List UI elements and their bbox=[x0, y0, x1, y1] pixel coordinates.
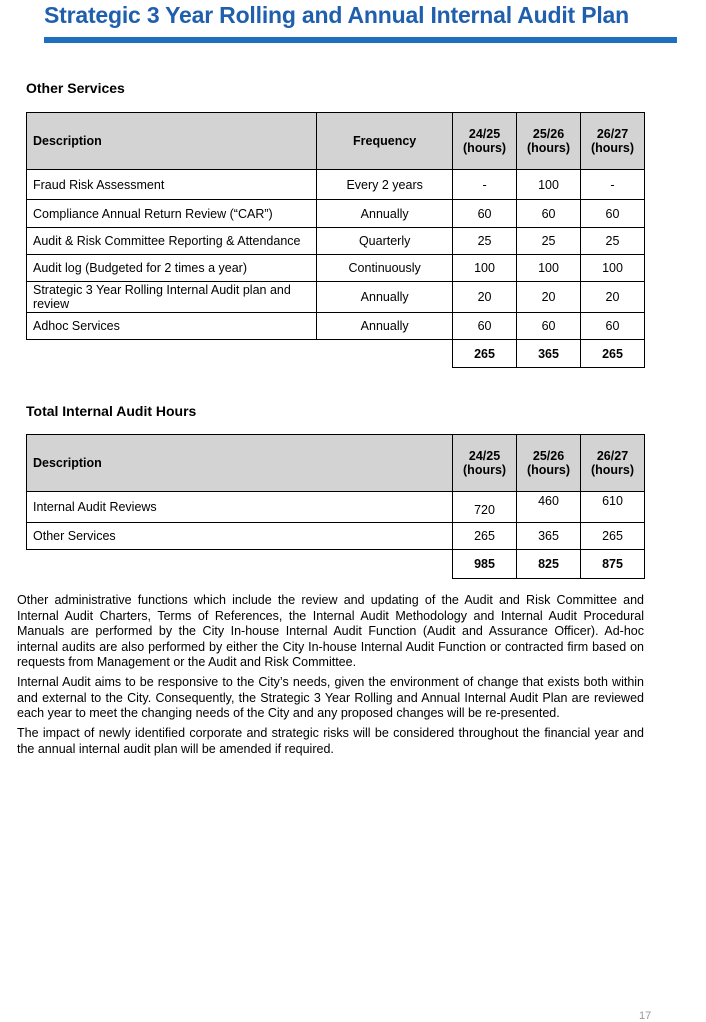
empty-cell bbox=[27, 550, 453, 579]
cell-description: Internal Audit Reviews bbox=[27, 492, 453, 523]
cell-2526: 60 bbox=[517, 313, 581, 340]
cell-frequency: Quarterly bbox=[317, 228, 453, 255]
paragraph-responsiveness: Internal Audit aims to be responsive to the City’s needs, given the environment of change that exists both within and external to the City. Consequently, the Strategic 3 Year Rolling and Annual Internal Audit Plan are reviewed each year to meet the changing needs of the City and any proposed changes will be re-presented. bbox=[17, 675, 644, 720]
empty-cell bbox=[317, 340, 453, 368]
cell-description: Strategic 3 Year Rolling Internal Audit plan and review bbox=[27, 282, 317, 313]
cell-2526: 20 bbox=[517, 282, 581, 313]
cell-2627: 610 bbox=[581, 492, 645, 523]
paragraph-admin-functions: Other administrative functions which include the review and updating of the Audit and Risk Committee and Internal Audit Charters, Terms of References, the Internal Audit Methodology and Internal Audit Procedural Manuals are performed by the City In-house Internal Audit Function (Audit and Assurance Officer). Ad-hoc internal audits are also performed by either the City In-house Internal Audit Function or contracted firm based on requests from Management or the Audit and Risk Committee. bbox=[17, 593, 644, 669]
table-row bbox=[27, 313, 645, 340]
cell-frequency: Annually bbox=[317, 282, 453, 313]
cell-2627: - bbox=[581, 170, 645, 200]
empty-cell bbox=[27, 340, 317, 368]
total-2627: 265 bbox=[581, 340, 645, 368]
total-2526: 825 bbox=[517, 550, 581, 579]
cell-2627: 25 bbox=[581, 228, 645, 255]
cell-2627: 20 bbox=[581, 282, 645, 313]
cell-description: Audit & Risk Committee Reporting & Attendance bbox=[27, 228, 317, 255]
cell-2627: 100 bbox=[581, 255, 645, 282]
total-2425: 985 bbox=[453, 550, 517, 579]
table-header-row bbox=[27, 113, 645, 170]
other-services-heading: Other Services bbox=[26, 80, 125, 96]
cell-2425: 20 bbox=[453, 282, 517, 313]
table-row bbox=[27, 228, 645, 255]
cell-description: Other Services bbox=[27, 523, 453, 550]
cell-description: Compliance Annual Return Review (“CAR”) bbox=[27, 200, 317, 228]
cell-2526: 460 bbox=[517, 492, 581, 523]
paragraph-risk-impact: The impact of newly identified corporate and strategic risks will be considered throughout the financial year and the annual internal audit plan will be amended if required. bbox=[17, 726, 644, 756]
cell-2627: 265 bbox=[581, 523, 645, 550]
cell-2425: 265 bbox=[453, 523, 517, 550]
column-header-2627: 26/27 (hours) bbox=[581, 113, 645, 170]
cell-frequency: Annually bbox=[317, 313, 453, 340]
cell-frequency: Annually bbox=[317, 200, 453, 228]
column-header-2526: 25/26 (hours) bbox=[517, 113, 581, 170]
table-row bbox=[27, 255, 645, 282]
cell-2526: 100 bbox=[517, 170, 581, 200]
table-row bbox=[27, 282, 645, 313]
table-row bbox=[27, 200, 645, 228]
total-2425: 265 bbox=[453, 340, 517, 368]
column-header-2627: 26/27 (hours) bbox=[581, 435, 645, 492]
cell-2526: 365 bbox=[517, 523, 581, 550]
table-header-row bbox=[27, 435, 645, 492]
cell-2425: 60 bbox=[453, 313, 517, 340]
cell-frequency: Every 2 years bbox=[317, 170, 453, 200]
total-hours-heading: Total Internal Audit Hours bbox=[26, 403, 197, 419]
cell-2425: - bbox=[453, 170, 517, 200]
cell-2425: 60 bbox=[453, 200, 517, 228]
cell-2425: 25 bbox=[453, 228, 517, 255]
column-header-2425: 24/25 (hours) bbox=[453, 113, 517, 170]
cell-2526: 100 bbox=[517, 255, 581, 282]
cell-description: Audit log (Budgeted for 2 times a year) bbox=[27, 255, 317, 282]
table-row bbox=[27, 492, 645, 523]
column-header-2425: 24/25 (hours) bbox=[453, 435, 517, 492]
total-hours-table bbox=[26, 434, 645, 579]
cell-description: Adhoc Services bbox=[27, 313, 317, 340]
page-title: Strategic 3 Year Rolling and Annual Internal Audit Plan bbox=[44, 2, 629, 28]
page-number: 17 bbox=[639, 1010, 652, 1022]
table-row bbox=[27, 170, 645, 200]
cell-2627: 60 bbox=[581, 313, 645, 340]
other-services-table bbox=[26, 112, 645, 368]
column-header-description: Description bbox=[27, 113, 317, 170]
cell-frequency: Continuously bbox=[317, 255, 453, 282]
total-2526: 365 bbox=[517, 340, 581, 368]
column-header-2526: 25/26 (hours) bbox=[517, 435, 581, 492]
cell-2425: 100 bbox=[453, 255, 517, 282]
title-underline bbox=[44, 37, 677, 43]
total-2627: 875 bbox=[581, 550, 645, 579]
cell-2526: 60 bbox=[517, 200, 581, 228]
totals-row bbox=[27, 550, 645, 579]
cell-2526: 25 bbox=[517, 228, 581, 255]
cell-2425: 720 bbox=[453, 492, 517, 523]
cell-2627: 60 bbox=[581, 200, 645, 228]
column-header-description: Description bbox=[27, 435, 453, 492]
cell-description: Fraud Risk Assessment bbox=[27, 170, 317, 200]
table-row bbox=[27, 523, 645, 550]
totals-row bbox=[27, 340, 645, 368]
column-header-frequency: Frequency bbox=[317, 113, 453, 170]
